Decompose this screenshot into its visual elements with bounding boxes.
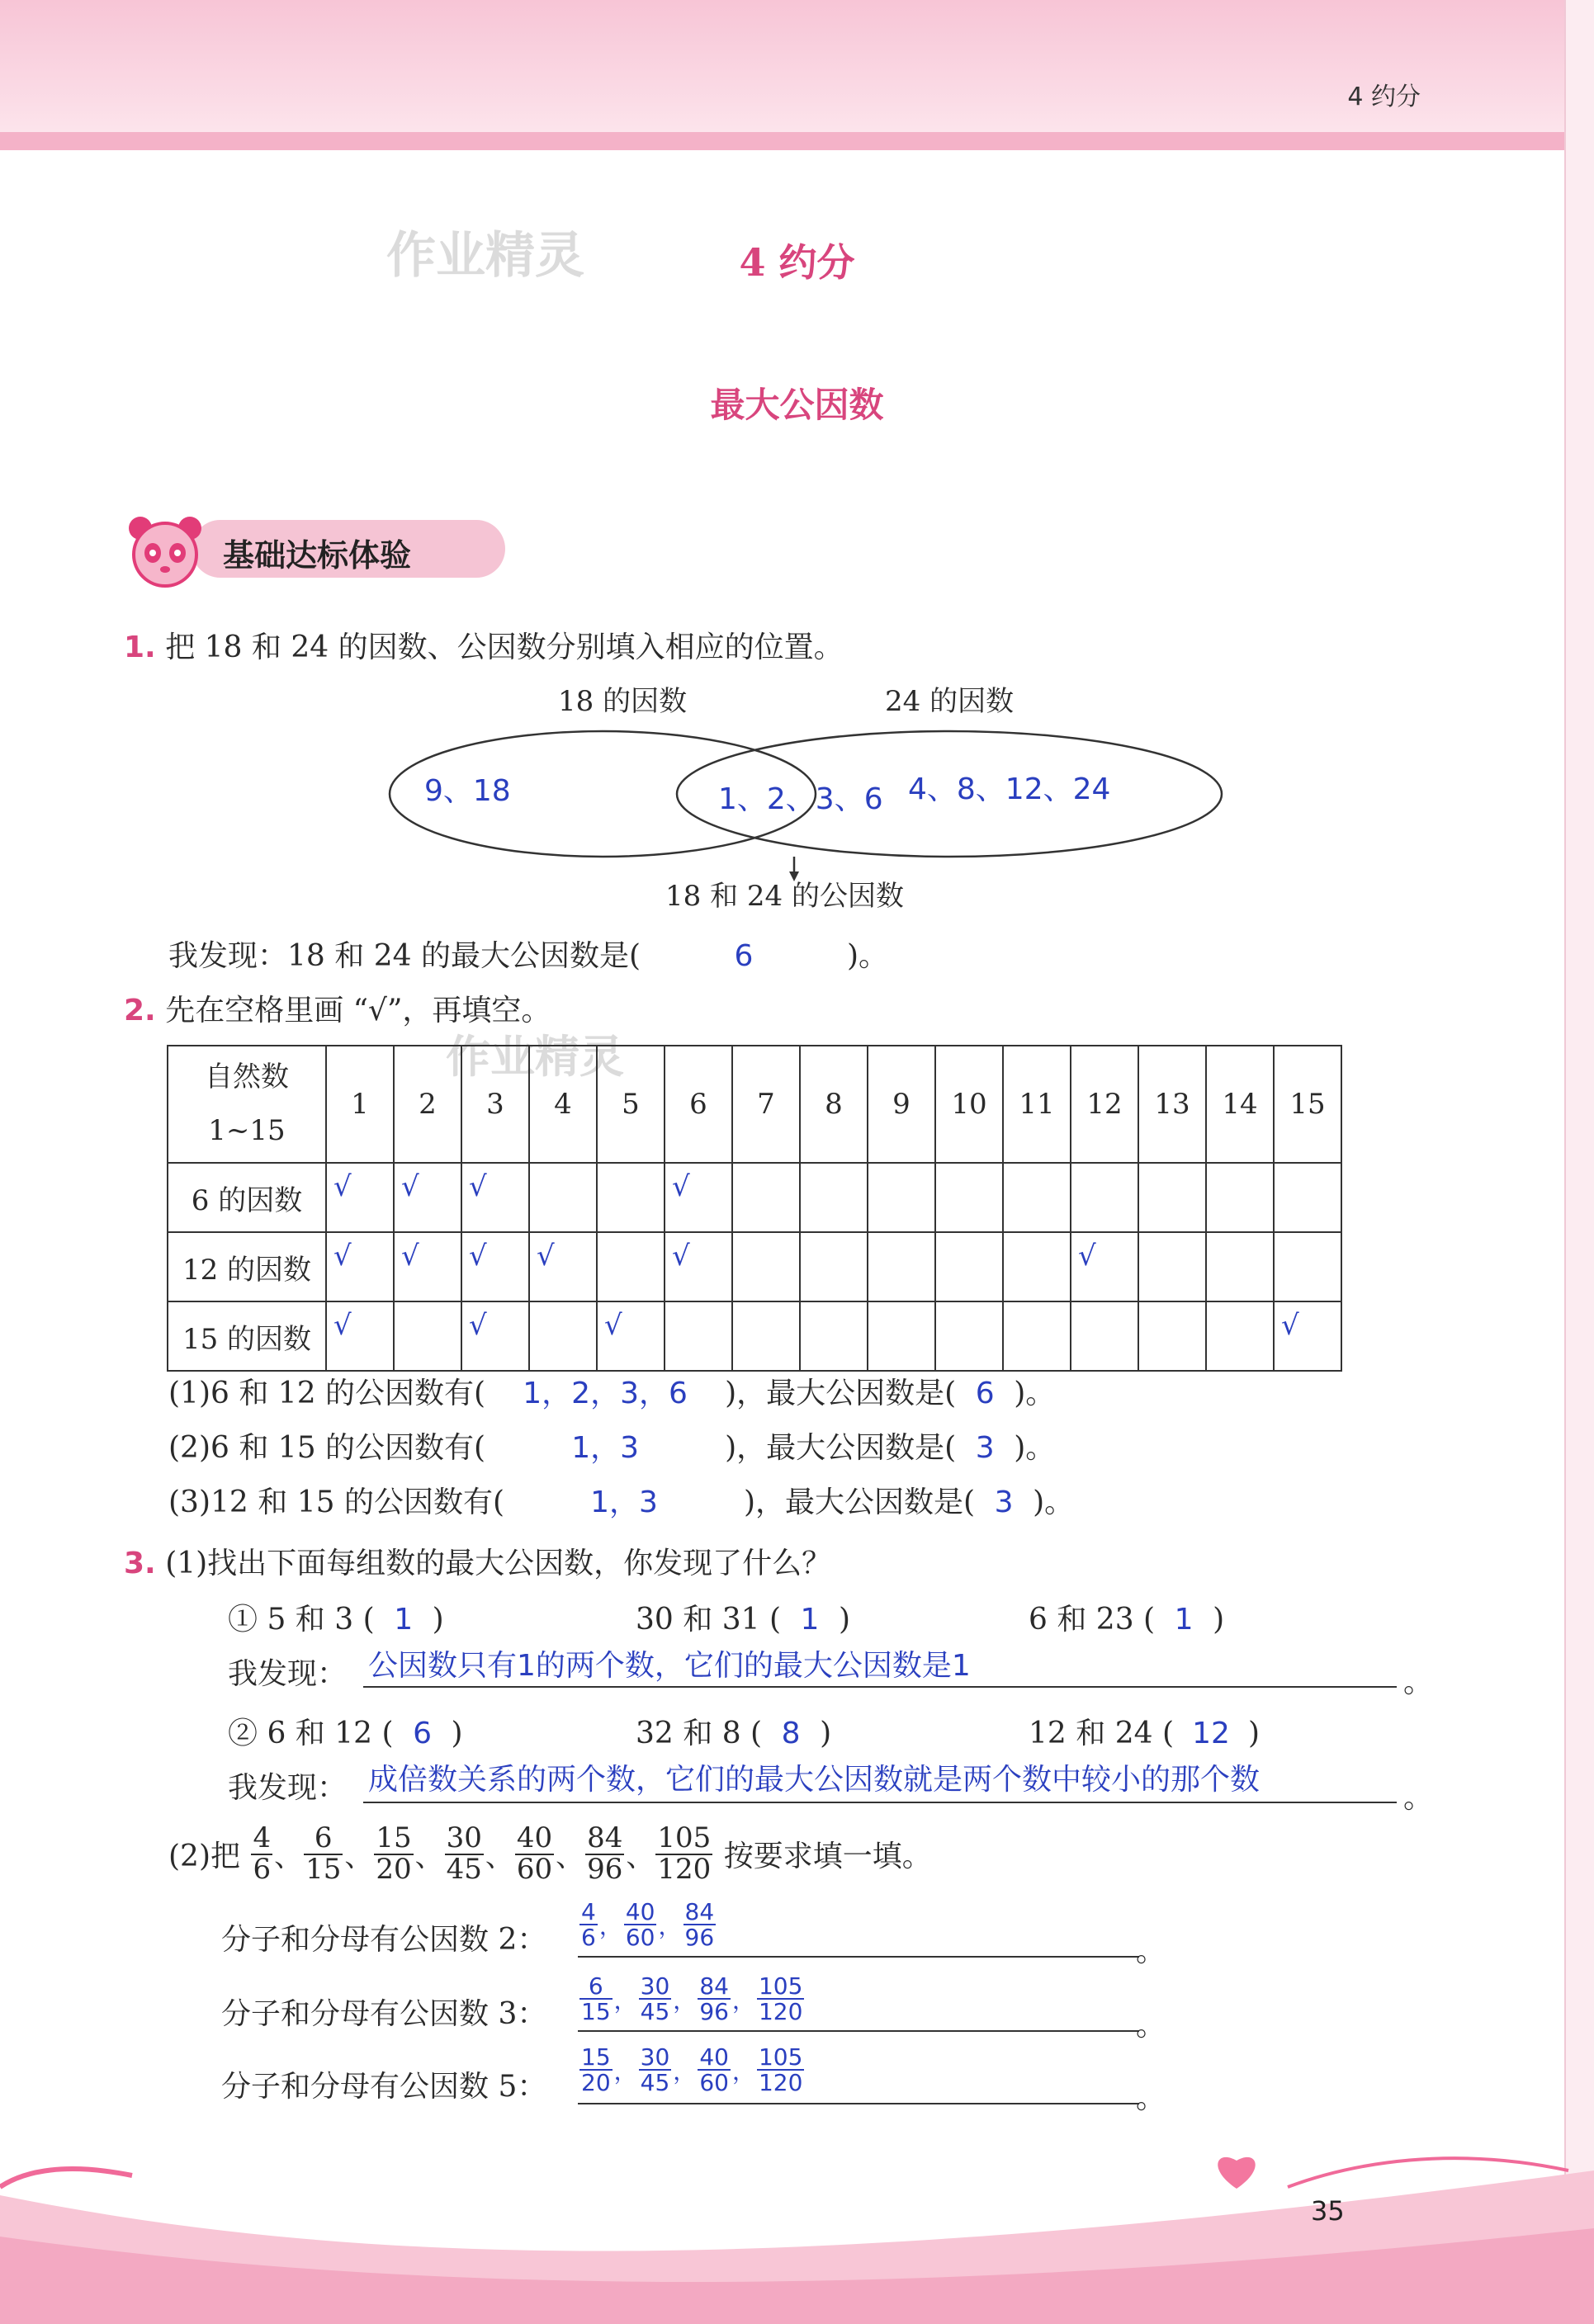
venn-right-label: 24 的因数: [885, 685, 1015, 718]
check-cell: [732, 1301, 800, 1371]
group2-b: [636, 1710, 831, 1752]
group-close: ): [820, 1717, 832, 1750]
numerator: 40: [516, 1821, 553, 1854]
discover-2-label: 我发现：: [228, 1771, 348, 1805]
fraction: [374, 1821, 413, 1886]
sub-mid: )，最大公因数是(: [725, 1377, 957, 1410]
numerator: 30: [640, 1972, 670, 2000]
check-cell: [935, 1301, 1003, 1371]
table-row: [168, 1163, 1341, 1232]
numerator: 4: [253, 1821, 272, 1854]
fraction: [579, 1974, 613, 2024]
group-text: 30 和 31 (: [636, 1603, 781, 1637]
denominator: 6: [581, 1924, 596, 1952]
numerator: 15: [581, 2043, 611, 2071]
numerator: 30: [640, 2043, 670, 2071]
fraction: [655, 1821, 712, 1886]
sub-gcd: 3: [994, 1486, 1014, 1519]
question-text: 把 18 和 24 的因数、公因数分别填入相应的位置。: [165, 631, 844, 664]
discover-suffix: )。: [847, 939, 889, 973]
check-cell: [1138, 1232, 1206, 1301]
check-cell: [732, 1232, 800, 1301]
discover-prefix: 我发现：18 和 24 的最大公因数是(: [168, 939, 641, 973]
denominator: 15: [581, 1998, 611, 2026]
check-cell: [597, 1232, 665, 1301]
check-cell: [800, 1301, 868, 1371]
sub-suffix: )。: [1033, 1486, 1075, 1519]
denominator: 120: [657, 1852, 712, 1886]
section-banner: [125, 512, 505, 586]
denominator: 45: [446, 1852, 482, 1886]
sub-common: 1，2，3，6: [523, 1377, 688, 1410]
venn-left-only: 9、18: [424, 774, 511, 808]
header-cell-line2: 1~15: [208, 1114, 286, 1147]
denominator: 120: [758, 2069, 803, 2097]
column-header: 14: [1206, 1046, 1274, 1163]
question-text: (1)找出下面每组数的最大公因数，你发现了什么？: [165, 1547, 832, 1580]
check-cell: [1138, 1301, 1206, 1371]
row-label: 15 的因数: [168, 1301, 326, 1371]
numerator: 4: [581, 1898, 596, 1925]
denominator: 120: [758, 1998, 803, 2026]
header-strip: [0, 132, 1594, 150]
column-header: 3: [461, 1046, 529, 1163]
group-answer: 1: [394, 1603, 414, 1637]
check-cell: √: [326, 1232, 394, 1301]
question-number: 3.: [124, 1547, 156, 1580]
group-text: 12 和 24 (: [1029, 1717, 1174, 1750]
table-row: [168, 1301, 1341, 1371]
check-cell: [800, 1163, 868, 1232]
fraction: [579, 2045, 613, 2095]
check-cell: √: [665, 1163, 732, 1232]
check-cell: [1071, 1163, 1138, 1232]
question-1: [124, 624, 844, 666]
denominator: 45: [640, 2069, 670, 2097]
question-3: [124, 1540, 831, 1582]
check-cell: [597, 1163, 665, 1232]
column-header: 9: [868, 1046, 935, 1163]
cf5-label: 分子和分母有公因数 5：: [221, 2070, 547, 2104]
heart-icon: [1212, 2146, 1261, 2195]
check-cell: [1138, 1163, 1206, 1232]
footer-decoration: [0, 2096, 1594, 2324]
fraction: [624, 1900, 657, 1950]
venn-common: 1、2、3、6: [718, 782, 883, 816]
denominator: 96: [684, 1924, 715, 1952]
table-header-row: [168, 1046, 1341, 1163]
separator: ，: [658, 1912, 682, 1940]
group-close: ): [451, 1717, 463, 1750]
denominator: 60: [699, 2069, 729, 2097]
fraction: [639, 2045, 672, 2095]
question-number: 2.: [124, 994, 156, 1027]
column-header: 1: [326, 1046, 394, 1163]
question-number: 1.: [124, 631, 156, 664]
check-cell: √: [461, 1301, 529, 1371]
column-header: 13: [1138, 1046, 1206, 1163]
cf2-label: 分子和分母有公因数 2：: [221, 1923, 547, 1957]
column-header: 5: [597, 1046, 665, 1163]
denominator: 96: [699, 1998, 729, 2026]
group-text: 6 和 23 (: [1029, 1603, 1156, 1637]
check-cell: [868, 1301, 935, 1371]
period: 。: [1136, 2081, 1166, 2115]
separator: ，: [613, 1986, 637, 2015]
page-edge: [1564, 0, 1594, 2324]
fraction-list: [249, 1821, 714, 1886]
fraction: [698, 2045, 731, 2095]
check-cell: [529, 1301, 597, 1371]
fraction: [445, 1821, 484, 1886]
fraction: [757, 2045, 804, 2095]
check-cell: [868, 1232, 935, 1301]
numerator: 30: [446, 1821, 482, 1854]
denominator: 96: [587, 1852, 623, 1886]
fraction: [639, 1974, 672, 2024]
check-cell: √: [1071, 1232, 1138, 1301]
check-cell: [1071, 1301, 1138, 1371]
check-cell: [1206, 1301, 1274, 1371]
header-cell-line1: 自然数: [205, 1060, 289, 1094]
group2-a: [228, 1710, 463, 1752]
column-header: 7: [732, 1046, 800, 1163]
check-cell: [732, 1163, 800, 1232]
part2-prefix: (2)把: [168, 1840, 240, 1874]
check-cell: [868, 1163, 935, 1232]
check-cell: [1003, 1301, 1071, 1371]
check-cell: [1206, 1163, 1274, 1232]
numerator: 6: [579, 1974, 613, 2000]
check-cell: [1003, 1232, 1071, 1301]
answer-line: [363, 1802, 1397, 1803]
discover-answer: 6: [734, 939, 754, 973]
separator: ，: [731, 2057, 755, 2085]
denominator: 20: [581, 2069, 611, 2097]
separator: 、: [344, 1840, 373, 1874]
separator: ，: [613, 2057, 637, 2085]
numerator: 84: [587, 1821, 623, 1854]
check-cell: [394, 1301, 461, 1371]
group-answer: 12: [1192, 1717, 1230, 1750]
fraction: [683, 1900, 717, 1950]
chapter-title: 4 约分: [739, 240, 855, 285]
check-cell: [800, 1232, 868, 1301]
denominator: 60: [625, 1924, 655, 1952]
header-band: [0, 0, 1594, 150]
check-cell: √: [326, 1163, 394, 1232]
q2-sub2: [168, 1424, 1055, 1467]
numerator: 40: [625, 1898, 655, 1925]
group-close: ): [1213, 1603, 1225, 1637]
sub-prefix: (3)12 和 15 的公因数有(: [168, 1486, 504, 1519]
separator: 、: [626, 1840, 655, 1874]
check-cell: [1274, 1163, 1341, 1232]
panda-icon: [125, 512, 205, 591]
discover-1-answer: 公因数只有1的两个数，它们的最大公因数是1: [368, 1649, 971, 1683]
check-cell: [935, 1163, 1003, 1232]
separator: 、: [485, 1840, 513, 1874]
period: 。: [1403, 1665, 1434, 1699]
fraction: [579, 1900, 598, 1950]
group-text: 32 和 8 (: [636, 1717, 763, 1750]
check-cell: [935, 1232, 1003, 1301]
check-cell: [529, 1163, 597, 1232]
separator: ，: [731, 1986, 755, 2015]
cf3-label: 分子和分母有公因数 3：: [221, 1997, 547, 2031]
numerator: 105: [657, 1821, 712, 1854]
sub-suffix: )。: [1014, 1377, 1056, 1410]
column-header: 2: [394, 1046, 461, 1163]
column-header: 4: [529, 1046, 597, 1163]
fraction: [757, 1974, 804, 2024]
separator: 、: [414, 1840, 443, 1874]
watermark: 作业精灵: [446, 1031, 624, 1083]
header-chapter-label: 4 约分: [1347, 83, 1421, 111]
page-number: 35: [1311, 2195, 1345, 2227]
fraction: [515, 1821, 554, 1886]
numerator: 105: [758, 2043, 803, 2071]
group-close: ): [839, 1603, 851, 1637]
check-cell: √: [461, 1163, 529, 1232]
column-header: 8: [800, 1046, 868, 1163]
answer-line: [578, 2030, 1139, 2032]
sub-gcd: 3: [975, 1431, 995, 1465]
column-header: 11: [1003, 1046, 1071, 1163]
factor-table: [167, 1045, 1342, 1372]
row-label: 12 的因数: [168, 1232, 326, 1301]
question-text: 先在空格里画 “√”，再填空。: [165, 994, 551, 1027]
check-cell: √: [394, 1232, 461, 1301]
numerator: 105: [758, 1972, 803, 2000]
column-header: 12: [1071, 1046, 1138, 1163]
denominator: 60: [516, 1852, 553, 1886]
denominator: 15: [305, 1852, 342, 1886]
group-close: ): [432, 1603, 444, 1637]
denominator: 20: [376, 1852, 412, 1886]
check-cell: [665, 1301, 732, 1371]
separator: ，: [673, 1986, 697, 2015]
fraction: [585, 1821, 624, 1886]
fraction: [698, 1974, 731, 2024]
cf5-answers: [578, 2045, 806, 2095]
fraction: [251, 1821, 272, 1886]
check-cell: [1274, 1232, 1341, 1301]
check-cell: √: [394, 1163, 461, 1232]
row-label: 6 的因数: [168, 1163, 326, 1232]
group-answer: 1: [1174, 1603, 1194, 1637]
period: 。: [1136, 1934, 1166, 1968]
group1-b: [636, 1596, 850, 1638]
venn-bottom-label: 18 和 24 的公因数: [665, 880, 904, 913]
numerator: 40: [699, 2043, 729, 2071]
check-cell: √: [597, 1301, 665, 1371]
header-cell: [168, 1046, 326, 1163]
column-header: 15: [1274, 1046, 1341, 1163]
check-cell: √: [1274, 1301, 1341, 1371]
check-cell: √: [665, 1232, 732, 1301]
q2-sub3: [168, 1479, 1074, 1521]
answer-line: [363, 1686, 1397, 1688]
sub-prefix: (1)6 和 12 的公因数有(: [168, 1377, 486, 1410]
q2-sub1: [168, 1370, 1055, 1412]
check-cell: [1003, 1163, 1071, 1232]
watermark: 作业精灵: [386, 227, 584, 285]
venn-left-label: 18 的因数: [558, 685, 688, 718]
q1-discover: [168, 933, 888, 975]
column-header: 6: [665, 1046, 732, 1163]
numerator: 6: [304, 1824, 343, 1855]
group1-c: [1029, 1596, 1224, 1638]
numerator: 84: [684, 1898, 715, 1925]
separator: 、: [274, 1840, 303, 1874]
denominator: 45: [640, 1998, 670, 2026]
cf3-answers: [578, 1974, 806, 2024]
table-row: [168, 1232, 1341, 1301]
group-text: ② 6 和 12 (: [228, 1717, 394, 1750]
discover-2-answer: 成倍数关系的两个数，它们的最大公因数就是两个数中较小的那个数: [368, 1763, 1261, 1797]
sub-mid: )，最大公因数是(: [744, 1486, 976, 1519]
discover-1-label: 我发现：: [228, 1657, 348, 1691]
sub-gcd: 6: [975, 1377, 995, 1410]
column-header: 10: [935, 1046, 1003, 1163]
section-title: 基础达标体验: [223, 537, 412, 574]
q3-part2: [168, 1821, 932, 1886]
group-text: ① 5 和 3 (: [228, 1603, 375, 1637]
group1-a: [228, 1596, 444, 1638]
group-close: ): [1248, 1717, 1261, 1750]
separator: ，: [598, 1912, 622, 1940]
numerator: 84: [699, 1972, 729, 2000]
subtitle: 最大公因数: [710, 385, 884, 425]
answer-line: [578, 1956, 1139, 1958]
sub-suffix: )。: [1014, 1431, 1056, 1465]
sub-common: 1，3: [571, 1431, 639, 1465]
group2-c: [1029, 1710, 1260, 1752]
check-cell: √: [529, 1232, 597, 1301]
sub-prefix: (2)6 和 15 的公因数有(: [168, 1431, 486, 1465]
sub-mid: )，最大公因数是(: [725, 1431, 957, 1465]
group-answer: 1: [800, 1603, 820, 1637]
denominator: 6: [253, 1852, 272, 1886]
part2-suffix: 按要求填一填。: [723, 1840, 932, 1874]
group-answer: 6: [413, 1717, 432, 1750]
separator: 、: [556, 1840, 584, 1874]
check-cell: √: [326, 1301, 394, 1371]
numerator: 15: [376, 1821, 412, 1854]
venn-right-only: 4、8、12、24: [908, 772, 1111, 806]
check-cell: [1206, 1232, 1274, 1301]
check-cell: √: [461, 1232, 529, 1301]
period: 。: [1403, 1781, 1434, 1815]
fraction: [304, 1821, 343, 1886]
group-answer: 8: [781, 1717, 801, 1750]
period: 。: [1136, 2009, 1166, 2043]
cf2-answers: [578, 1900, 717, 1950]
sub-common: 1，3: [590, 1486, 658, 1519]
separator: ，: [673, 2057, 697, 2085]
